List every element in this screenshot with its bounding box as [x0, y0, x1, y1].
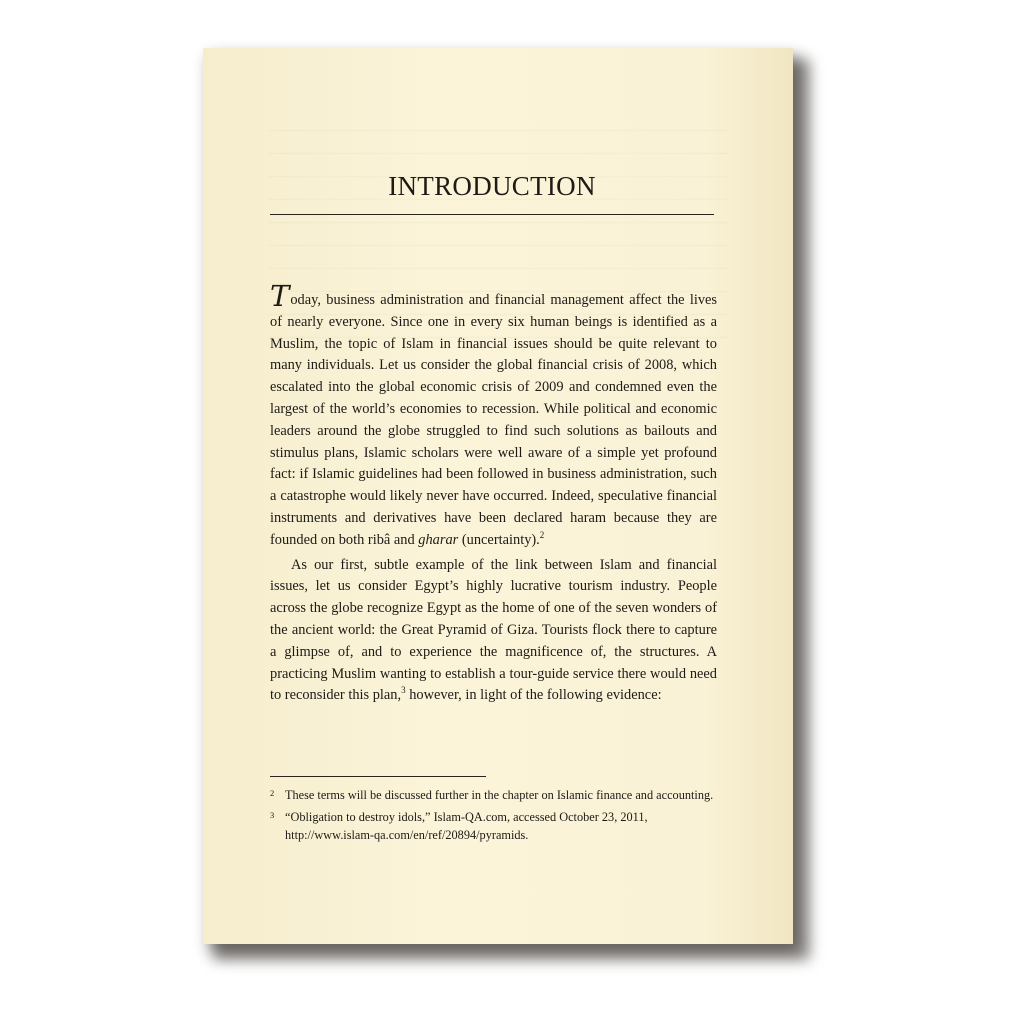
footnote — [270, 808, 717, 845]
footnote-rule — [270, 776, 486, 777]
footnotes — [270, 786, 717, 848]
footnote-ref-3[interactable]: 3 — [401, 685, 406, 696]
footnote — [270, 786, 717, 805]
italic-term: gharar — [418, 531, 459, 548]
title-rule — [270, 214, 714, 215]
body-text — [270, 279, 717, 707]
book-page — [203, 48, 793, 944]
footnote-text: “Obligation to destroy idols,” Islam-QA.com, accessed October 23, 2011, http://www.islam-qa.com/en/ref/20894/pyramids. — [285, 809, 648, 842]
paragraph-2 — [270, 555, 717, 708]
footnote-number: 2 — [270, 788, 275, 798]
paragraph-1 — [270, 279, 717, 552]
footnote-number: 3 — [270, 809, 275, 820]
paragraph-1-tail: (uncertainty). — [458, 531, 540, 548]
chapter-title: INTRODUCTION — [388, 171, 596, 201]
paragraph-2-tail: however, in light of the following evidence: — [405, 687, 662, 704]
paragraph-2-text: As our first, subtle example of the link between Islam and financial issues, let us consider Egypt’s highly lucrative tourism industry. People across the globe recognize Egypt as the home of one of the seven wonders of the ancient world: the Great Pyramid of Giza. Tourists flock there to capture a glimpse of, and to experience the magnificence of, the structures. A practicing Muslim wanting to establish a tour-guide service there would need to reconsider this plan, — [270, 556, 717, 704]
drop-cap: T — [270, 279, 290, 313]
paragraph-1-text: oday, business administration and financial management affect the lives of nearly everyone. Since one in every six human beings is identified as a Muslim, the topic of Islam in financial issues should be quite relevant to many individuals. Let us consider the global financial crisis of 2008, which escalated into the global economic crisis of 2009 and condemned even the largest of the world’s economies to recession. While political and economic leaders around the globe struggled to find such solutions as bailouts and stimulus plans, Islamic scholars were well aware of a simple yet profound fact: if Islamic guidelines had been followed in business administration, such a catastrophe would likely never have occurred. Indeed, speculative financial instruments and derivatives have been declared haram because they are founded on both ribâ and — [270, 292, 717, 548]
footnote-text: These terms will be discussed further in the chapter on Islamic finance and accounting. — [285, 788, 714, 802]
footnote-ref-2[interactable]: 2 — [539, 529, 545, 540]
